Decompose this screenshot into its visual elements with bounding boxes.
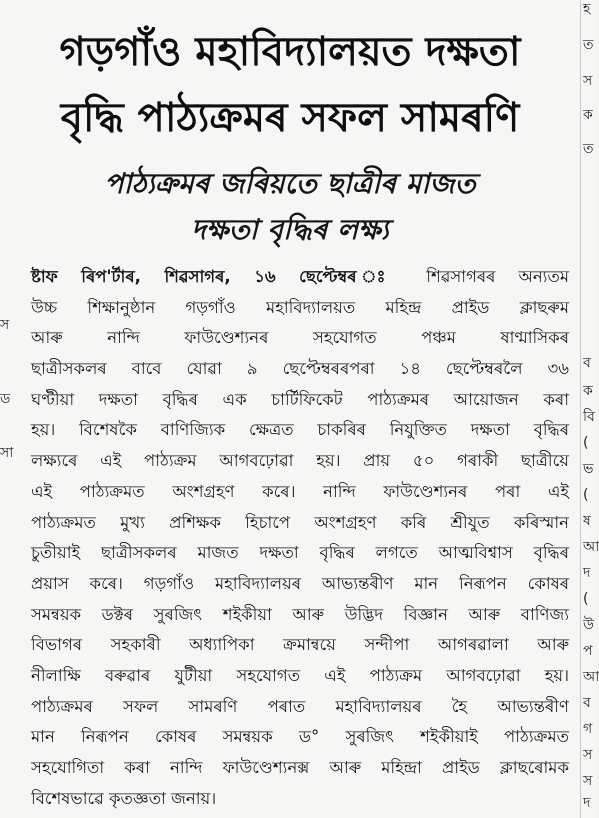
article-line: পাঠ্যক্ৰমৰ সফল সামৰণি পৰাত মহাবিদ্যালয়ৰ হৈ আভ্যন্তৰীণ [31, 696, 569, 716]
edge-fragment: ( [583, 487, 589, 503]
edge-fragment: ( [583, 435, 589, 451]
article-line: সমন্বয়ক ডক্টৰ সুৰজিৎ শইকীয়া আৰু উদ্ভিদ বিজ্ঞান আৰু বাণিজ্য [31, 604, 569, 624]
article-line: নীলাক্ষি বৰুৱাৰ যুটীয়া সহযোগত এই পাঠ্যক্ৰম আগবঢ়োৱা হয়। [31, 665, 569, 685]
edge-fragment: ত [583, 141, 594, 157]
article-line: মান নিৰূপন কোষৰ সমন্বয়ক ড° সুৰজিৎ শইকীয়াই পাঠ্যক্ৰমত [31, 727, 569, 747]
edge-fragment: বি [583, 409, 595, 425]
edge-fragment: আ [583, 539, 599, 555]
subheadline-line-1: পাঠ্যক্ৰমৰ জৰিয়তে ছাত্ৰীৰ মাজত [104, 167, 476, 200]
edge-fragment: ত [583, 37, 594, 53]
edge-fragment: হ [583, 1, 591, 17]
edge-fragment: ক [583, 107, 593, 123]
column-divider [580, 0, 581, 818]
edge-fragment: উ [583, 617, 594, 633]
article-line: চুতীয়াই ছাত্ৰীসকলৰ মাজত দক্ষতা বৃদ্ধিৰ লগতে আত্মবিশ্বাস বৃদ্ধিৰ [31, 543, 569, 563]
edge-fragment: ( [583, 591, 589, 607]
article-line: প্ৰয়াস কৰে। গড়গাঁও মহাবিদ্যালয়ৰ আভ্যন্তৰীণ মান নিৰূপন কোষৰ [31, 573, 569, 593]
edge-fragment: প [583, 643, 593, 659]
article-line: বিশেষভাৱে কৃতজ্ঞতা জনায়। [31, 788, 217, 808]
article-body [31, 262, 569, 814]
edge-fragment: দ [583, 795, 591, 811]
headline-line-2: বৃদ্ধি পাঠ্যক্ৰমৰ সফল সামৰণি [60, 95, 520, 141]
article-line: পাঠ্যক্ৰমত মুখ্য প্ৰশিক্ষক হিচাপে অংশগ্ৰহণ কৰি শ্ৰীযুত কৰিস্মান [31, 512, 569, 532]
edge-fragment: ভ [583, 461, 594, 477]
edge-fragment: ক [583, 383, 593, 399]
article-line: এই পাঠ্যক্ৰমত অংশগ্ৰহণ কৰে। নান্দি ফাউণ্ডেশ্যনৰ পৰা এই [31, 481, 569, 501]
edge-fragment: ড [0, 391, 11, 407]
article-line: ছাত্ৰীসকলৰ বাবে যোৱা ৯ ছেপ্টেম্বৰৰপৰা ১৪ ছেপ্টেম্বৰলৈ ৩৬ [31, 359, 569, 379]
article-line: ঘণ্টীয়া দক্ষতা বৃদ্ধিৰ এক চাৰ্টিফিকেট পাঠ্যক্ৰমৰ আয়োজন কৰা [31, 389, 569, 409]
article-line: হয়। বিশেষকৈ বাণিজ্যিক ক্ষেত্ৰত চাকৰিৰ নিযুক্তিত দক্ষতা বৃদ্ধিৰ [31, 420, 569, 440]
edge-fragment: আ [583, 669, 599, 685]
edge-fragment: স [583, 773, 593, 789]
edge-fragment: স [0, 317, 10, 333]
edge-fragment: গ [583, 721, 593, 737]
article-line: আৰু নান্দি ফাউণ্ডেশ্যনৰ সহযোগত পঞ্চম ষাণ্মাসিকৰ [31, 328, 569, 348]
edge-fragment: দ [583, 565, 591, 581]
article-line: লক্ষ্যৰে এই পাঠ্যক্ৰম আগবঢ়োৱা হয়। প্ৰায় ৫০ গৰাকী ছাত্ৰীয়ে [31, 451, 569, 471]
edge-fragment: ব [583, 355, 591, 371]
edge-fragment: ব [583, 695, 591, 711]
headline-line-1: গড়গাঁও মহাবিদ্যালয়ত দক্ষতা [59, 29, 521, 75]
article-line: সহযোগিতা কৰা নান্দি ফাউণ্ডেশ্যনক্স আৰু মহিন্দ্ৰা প্ৰাইড ক্লাছৰোমক [31, 758, 569, 777]
edge-fragment: ষ [583, 513, 591, 529]
article-line: উচ্চ শিক্ষানুষ্ঠান গড়গাঁও মহাবিদ্যালয়ত মহিন্দ্ৰ প্ৰাইড ক্লাছৰুম [31, 297, 569, 317]
byline: ষ্টাফ ৰিপ'ৰ্টাৰ, শিৱসাগৰ, ১৬ ছেপ্টেম্বৰ ঃ [31, 267, 404, 286]
edge-fragment: সা [0, 445, 14, 461]
article-line [31, 262, 569, 293]
subheadline-line-2: দক্ষতা বৃদ্ধিৰ লক্ষ্য [191, 213, 389, 246]
edge-fragment: স [583, 73, 593, 89]
edge-fragment: স [583, 747, 593, 763]
article-line: বিভাগৰ সহকাৰী অধ্যাপিকা ক্ৰমান্বয়ে সন্দীপা আগৰৱালা আৰু [31, 635, 569, 655]
article-text: শিৱসাগৰৰ অন্যতম [426, 267, 569, 286]
